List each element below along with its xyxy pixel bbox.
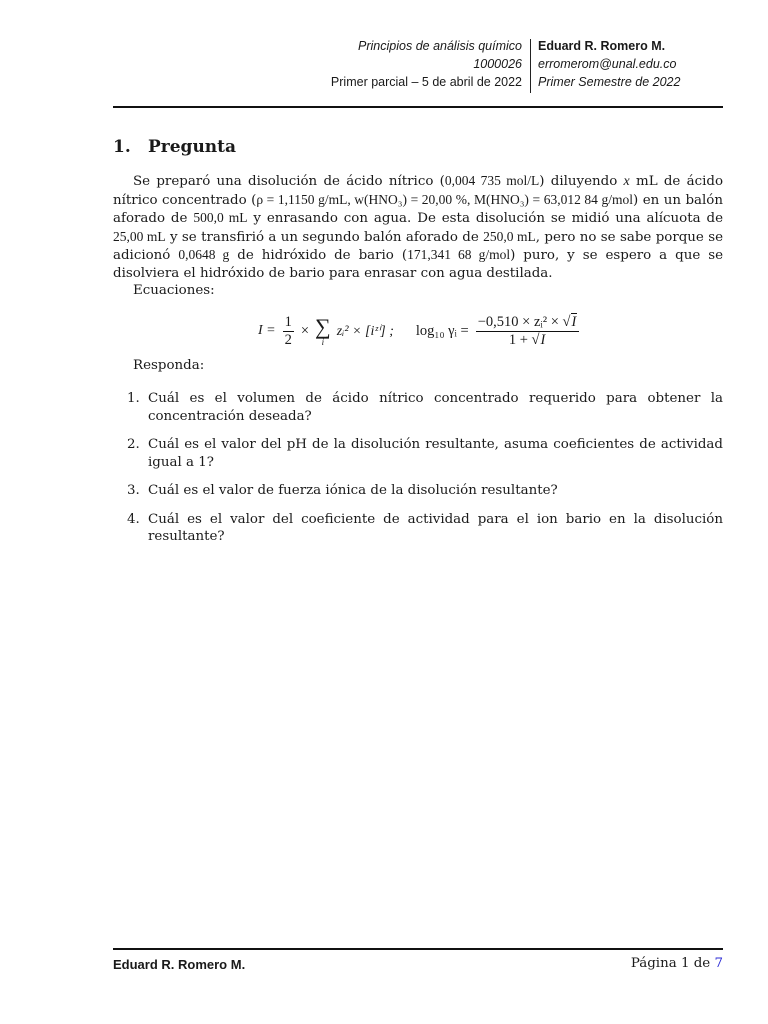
problem-statement — [113, 172, 723, 300]
summation-term: zᵢ² × [iᶻⁱ] ; — [336, 323, 394, 339]
semester: Primer Semestre de 2022 — [538, 75, 681, 89]
math-run: 0,0648 g — [178, 247, 230, 262]
responda-label: Responda: — [133, 358, 205, 373]
denominator-text: 1 + √ — [508, 331, 540, 348]
problem-paragraph — [113, 172, 723, 282]
author-email[interactable]: erromerom@unal.edu.co — [538, 57, 677, 71]
fraction-denominator — [507, 332, 548, 349]
question-text: Cuál es el valor del pH de la disolución resultante, asuma coeficientes de actividad igual a 1? — [148, 437, 723, 470]
page-label: Página 1 de — [630, 956, 715, 971]
section-title: Pregunta — [148, 137, 237, 157]
text-run: ) puro, y se espero a que se disolviera el hidróxido de bario para enrasar con agua destilada. — [113, 248, 724, 281]
section-heading — [113, 137, 236, 157]
equation-block — [113, 306, 723, 356]
text-run: ) en un balón aforado de — [113, 192, 723, 226]
text-run: y se transfirió a un segundo balón aforado de — [165, 229, 484, 245]
fraction-half — [283, 314, 294, 349]
question-text: Cuál es el valor de fuerza iónica de la disolución resultante? — [148, 483, 558, 498]
math-run: ρ = 1,1150 g/mL, w(HNO₃) = 20,00 %, M(HNO₃) = 63,012 84 g/mol — [256, 191, 634, 207]
radicand: I — [540, 331, 546, 348]
text-run: y enrasando con agua. De esta disolución se midió una alícuota de — [247, 211, 724, 226]
total-pages-link[interactable]: 7 — [714, 956, 723, 971]
question-item — [113, 390, 723, 425]
sigma-glyph: ∑ — [315, 313, 331, 339]
question-number: 2. — [127, 437, 140, 452]
math-run: x — [623, 174, 630, 189]
section-number: 1. — [113, 137, 131, 157]
question-list — [113, 390, 723, 557]
course-name: Principios de análisis químico — [358, 39, 522, 53]
text-run: Se preparó una disolución de ácido nítrico ( — [133, 174, 445, 189]
summation-symbol — [315, 313, 331, 347]
header-rule — [113, 106, 723, 108]
question-item — [113, 436, 723, 471]
question-item — [113, 511, 723, 546]
radicand: I — [571, 313, 577, 330]
math-run: 25,00 mL — [113, 228, 166, 244]
question-number: 4. — [127, 511, 140, 527]
text-run: , pero no se sabe porque se adicionó — [113, 229, 724, 263]
page-header — [113, 37, 723, 93]
numerator-text: −0,510 × zᵢ² × √ — [477, 313, 571, 330]
math-run: 250,0 mL — [483, 228, 536, 244]
page-number — [631, 956, 723, 971]
text-run: mL de ácido nítrico concentrado ( — [113, 174, 724, 208]
fraction-numerator — [476, 314, 580, 332]
times-symbol: × — [300, 322, 310, 339]
author-name: Eduard R. Romero M. — [538, 39, 666, 53]
question-item — [113, 482, 723, 500]
question-text: Cuál es el volumen de ácido nítrico concentrado requerido para obtener la concentración deseada? — [148, 391, 723, 424]
fraction-numerator: 1 — [284, 313, 292, 330]
header-divider — [530, 39, 531, 93]
ionic-strength-lhs: I = — [258, 323, 276, 338]
fraction-activity — [476, 314, 580, 349]
text-run: de hidróxido de bario ( — [229, 248, 408, 263]
fraction-denominator: 2 — [284, 331, 292, 348]
footer-rule — [113, 948, 723, 950]
math-run: 171,341 68 g/mol — [407, 247, 511, 262]
math-run: 500,0 mL — [193, 210, 248, 225]
course-code: 1000026 — [473, 57, 522, 71]
equations-label: Ecuaciones: — [133, 283, 215, 298]
math-run: 0,004 735 mol/L — [444, 173, 540, 188]
activity-lhs: log₁₀ γᵢ = — [415, 322, 469, 339]
equation-row — [258, 306, 582, 356]
footer-author: Eduard R. Romero M. — [113, 957, 246, 972]
header-course-info — [331, 37, 522, 91]
exam-title: Primer parcial – 5 de abril de 2022 — [330, 75, 522, 89]
question-number: 1. — [127, 391, 140, 406]
text-run: ) diluyendo — [539, 174, 624, 189]
question-number: 3. — [127, 483, 140, 498]
header-author-info — [538, 37, 680, 91]
question-text: Cuál es el valor del coeficiente de actividad para el ion bario en la disolución resultante? — [148, 511, 723, 544]
summation-index: i — [321, 336, 325, 347]
